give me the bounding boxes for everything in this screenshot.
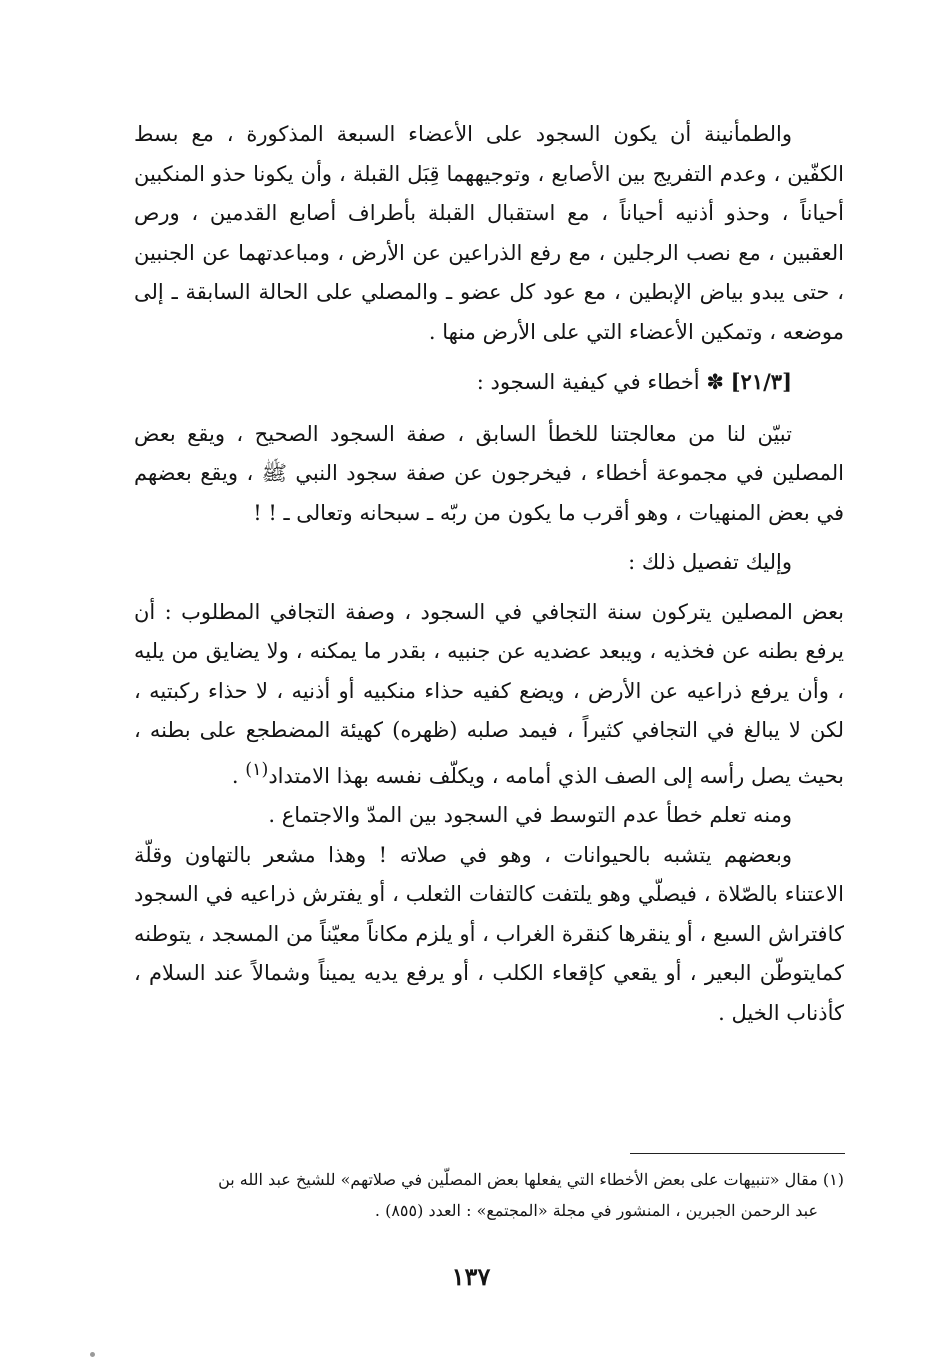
paragraph-sujood-description: والطمأنينة أن يكون السجود على الأعضاء السبعة المذكورة ، مع بسط الكفّين ، وعدم التفريج بين الأصابع ، وتوجيههما قِبَل القبلة ، وأن يكونا حذو المنكبين أحياناً ، وحذو أذنيه أحياناً ، مع استقبال القبلة بأطراف أصابع القدمين ، ورص العقبين ، مع نصب الرجلين ، مع رفع الذراعين عن الأرض ، ومباعدتهما عن الجنبين ، حتى يبدو بياض الإبطين ، مع عود كل عضو ـ والمصلي على الحالة السابقة ـ إلى موضعه ، وتمكين الأعضاء التي على الأرض منها . xyxy=(134,122,844,344)
main-text xyxy=(134,115,844,1033)
paragraph-errors-intro: تبيّن لنا من معالجتنا للخطأ السابق ، صفة السجود الصحيح ، ويقع بعض المصلين في مجموعة أخطاء ، فيخرجون عن صفة سجود النبي ﷺ ، ويقع بعضهم في بعض المنهيات ، وهو أقرب ما يكون من ربّه ـ سبحانه وتعالى ـ ! ! xyxy=(134,421,844,525)
footnote-line-1: (١) مقال «تنبيهات على بعض الأخطاء التي يفعلها بعض المصلّين في صلاتهم» للشيخ عبد الله بن xyxy=(218,1170,844,1189)
paragraph-animals: وبعضهم يتشبه بالحيوانات ، وهو في صلاته ! وهذا مشعر بالتهاون وقلّة الاعتناء بالصّلاة ، فيصلّي وهو يلتفت كالتفات الثعلب ، أو يفترش ذراعيه في السجود كافتراش السبع ، أو ينقرها كنقرة الغراب ، أو يلزم مكاناً معيّناً من المسجد ، يتوطنه كمايتوطّن البعير ، أو يقعي كإقعاء الكلب ، أو يرفع يديه يميناً وشمالاً عند السلام ، كأذناب الخيل . xyxy=(134,842,844,1025)
footnote-line-2: عبد الرحمن الجبرين ، المنشور في مجلة «المجتمع» : العدد (٨٥٥) . xyxy=(374,1201,818,1220)
paragraph-details-intro: وإليك تفصيل ذلك : xyxy=(628,550,792,574)
paragraph-tajafi-end: . xyxy=(231,763,246,788)
paragraph-tajafi xyxy=(134,593,844,797)
page-number: ١٣٧ xyxy=(451,1262,491,1291)
footnote-divider xyxy=(630,1153,845,1154)
scan-speck xyxy=(90,1352,95,1357)
section-reference: [٢١/٣] xyxy=(730,369,792,394)
section-heading xyxy=(134,362,844,403)
footnote xyxy=(134,1164,844,1226)
paragraph-moderation: ومنه تعلم خطأ عدم التوسط في السجود بين المدّ والاجتماع . xyxy=(268,803,792,827)
section-title: ✽ أخطاء في كيفية السجود : xyxy=(476,370,724,394)
paragraph-tajafi-text: بعض المصلين يتركون سنة التجافي في السجود ، وصفة التجافي المطلوب : أن يرفع بطنه عن فخذيه ، ويبعد عضديه عن جنبيه ، بقدر ما يمكنه ، ولا يضايق من يليه ، وأن يرفع ذراعيه عن الأرض ، ويضع كفيه حذاء منكبيه أو أذنيه ، لا حذاء ركبتيه ، لكن لا يبالغ في التجافي كثيراً ، فيمد صلبه (ظهره) كهيئة المضطجع على بطنه ، بحيث يصل رأسه إلى الصف الذي أمامه ، ويكلّف نفسه بهذا الامتداد xyxy=(134,599,844,788)
footnote-marker: (١) xyxy=(245,759,269,780)
